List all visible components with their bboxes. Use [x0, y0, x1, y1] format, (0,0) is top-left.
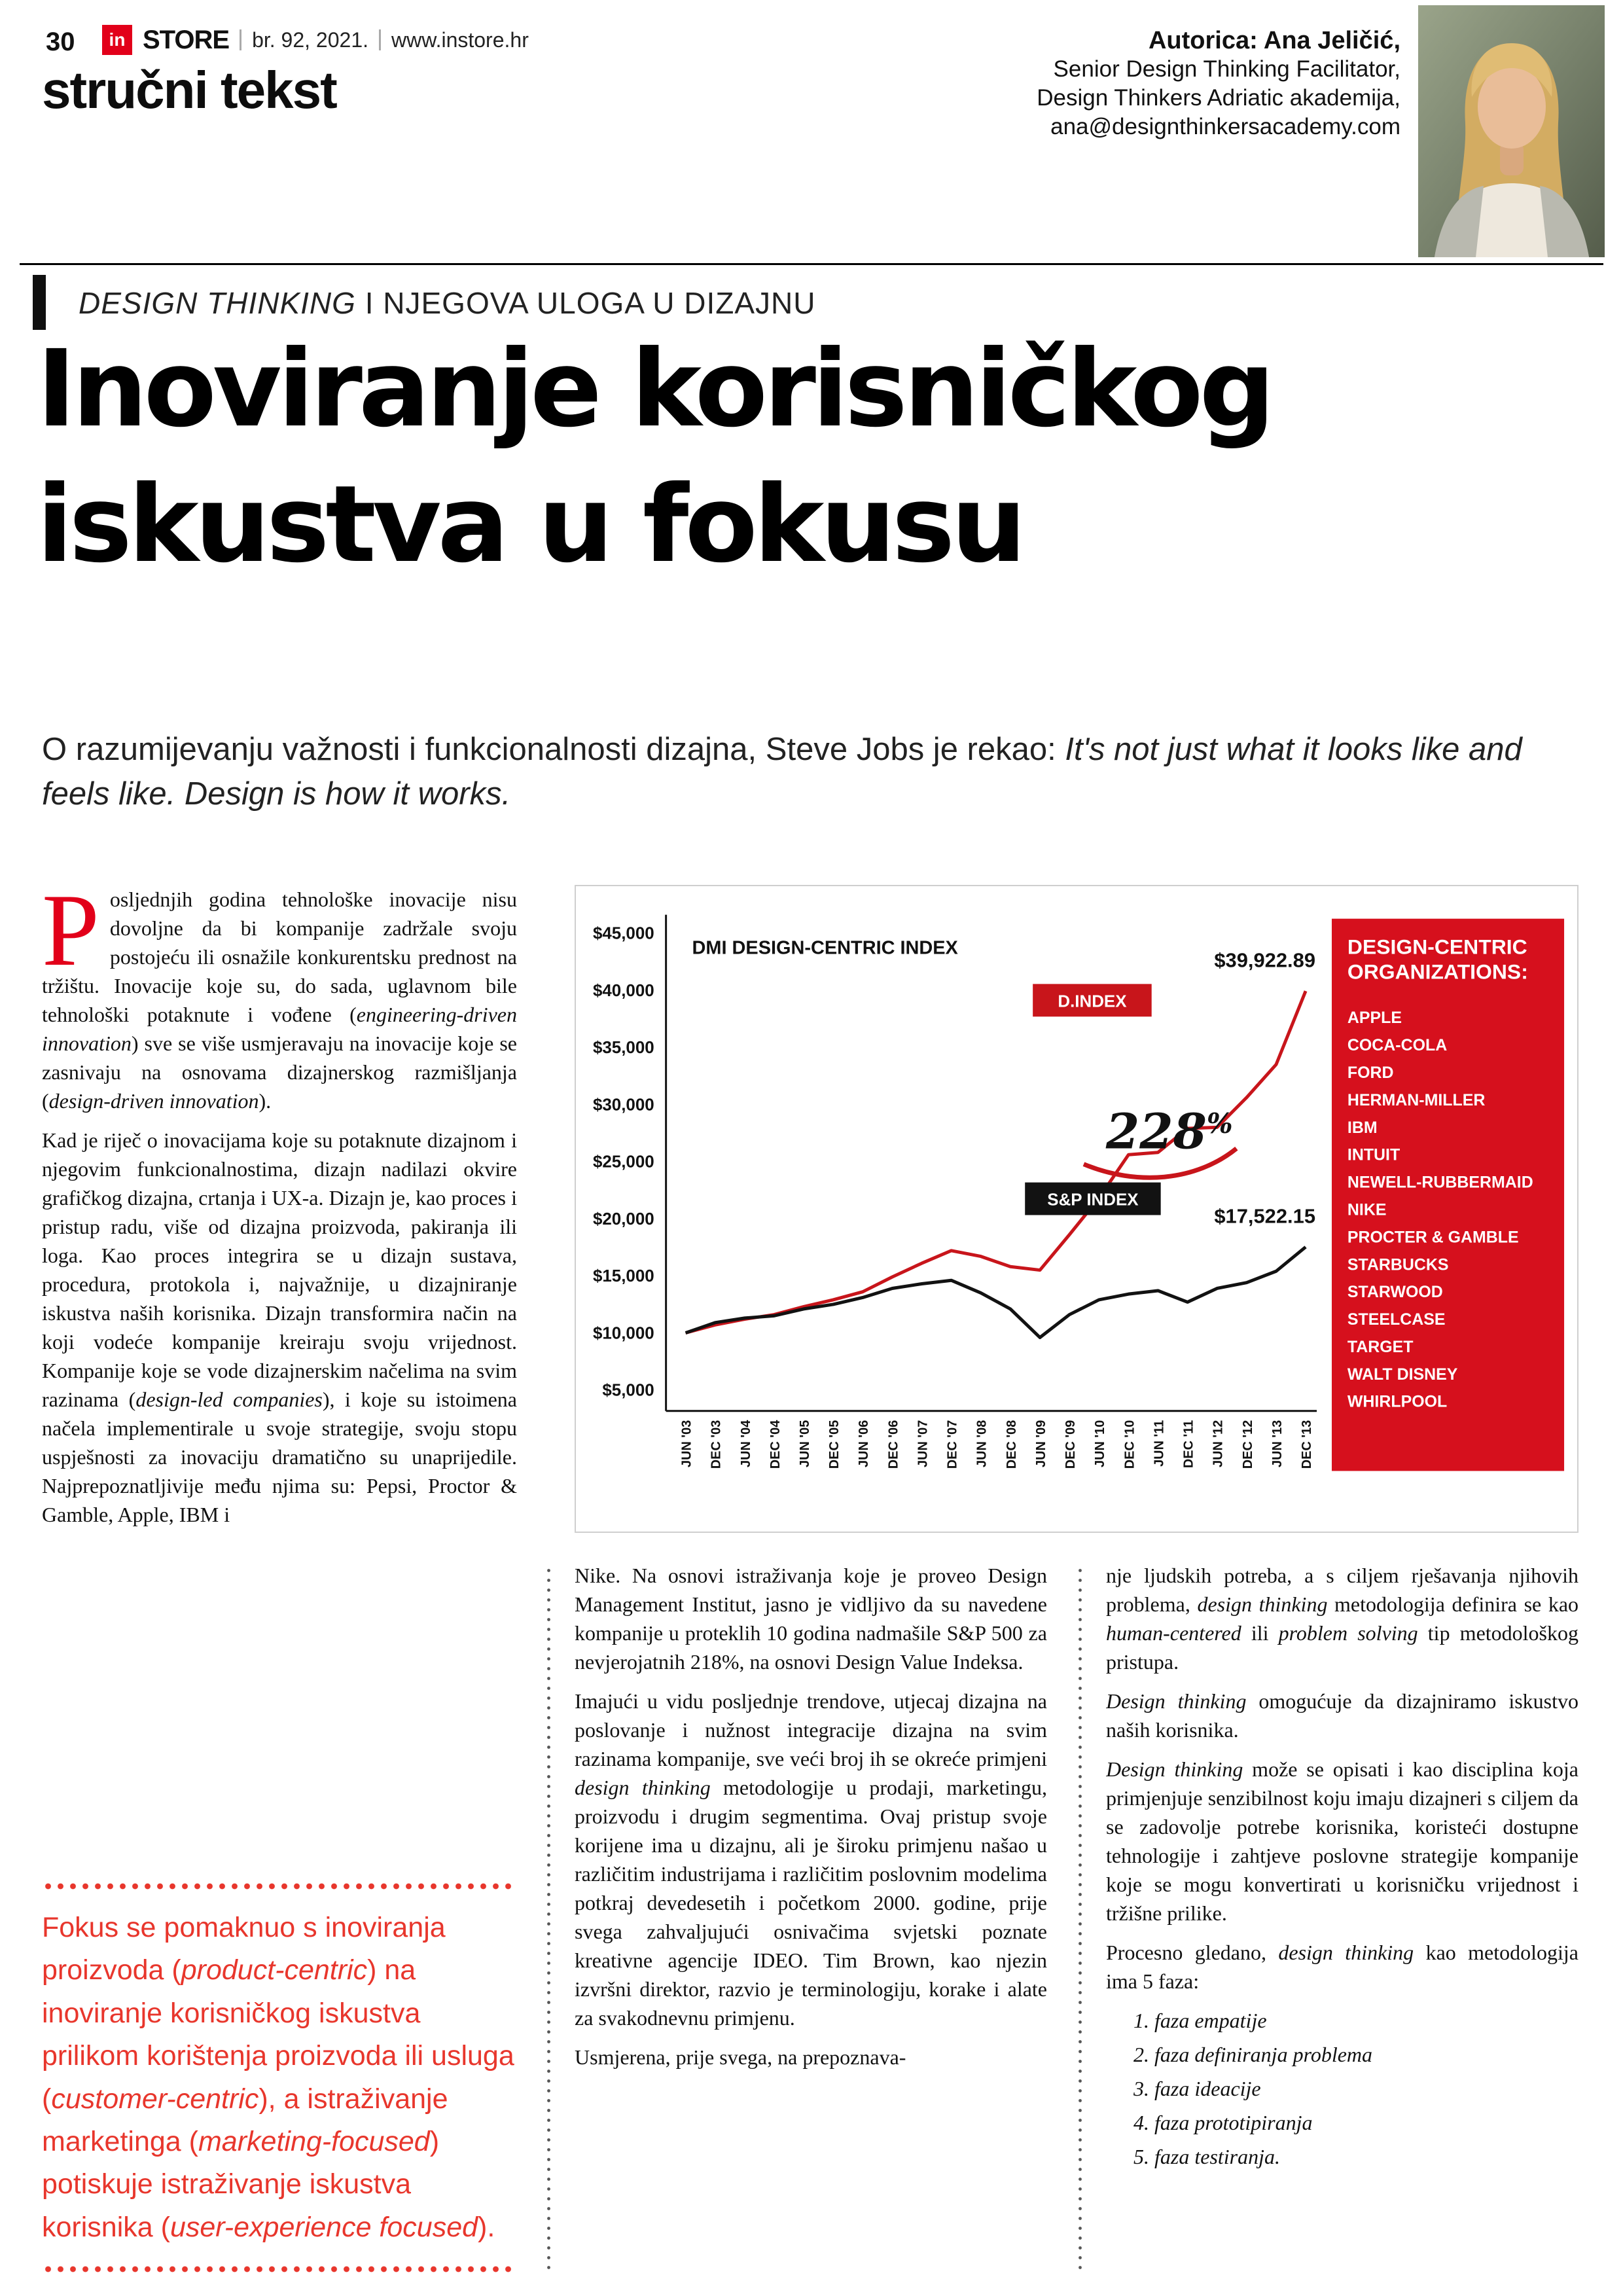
text-segment: design-led companies: [135, 1388, 323, 1411]
org-item: NIKE: [1347, 1200, 1387, 1219]
sp-index-end-value: $17,522.15: [1214, 1204, 1316, 1228]
x-tick-label: DEC '09: [1063, 1420, 1079, 1469]
d-index-label: D.INDEX: [1058, 992, 1127, 1011]
org-panel-title: DESIGN-CENTRIC: [1347, 935, 1527, 959]
magazine-brand: [102, 25, 529, 55]
org-item: FORD: [1347, 1064, 1394, 1083]
x-tick-label: DEC '12: [1240, 1420, 1255, 1469]
body-column-2: [575, 1561, 1047, 2287]
text-segment: design thinking: [1197, 1592, 1328, 1616]
text-segment: design-driven innovation: [48, 1089, 259, 1113]
headline-line-1: Inoviranje korisničkog: [37, 328, 1272, 451]
body-column-3-text: [1106, 1561, 1578, 1996]
x-tick-label: DEC '04: [768, 1420, 783, 1469]
x-tick-label: DEC '05: [827, 1420, 842, 1469]
text-segment: Imajući u vidu posljednje trendove, utjecaj dizajna na poslovanje i nužnost integracije dizajna na svim razinama kompanije, sve veći broj ih se okreće primjeni: [575, 1689, 1047, 1770]
brand-name: STORE: [143, 25, 230, 54]
x-tick-label: JUN '06: [857, 1420, 872, 1468]
x-tick-label: DEC '07: [945, 1420, 960, 1469]
text-segment: Design thinking: [1106, 1757, 1243, 1781]
kicker: [79, 285, 815, 321]
text-segment: customer-centric: [51, 2083, 259, 2115]
text-segment: ), i koje su istoimena načela implementirale u svoje strategije, svoju stopu uspješnosti za inovaciju dramatično su unaprijedile. Najprepoznatljivije među njima su: Pepsi, Proctor & Gamble, Apple, IBM i: [42, 1388, 517, 1526]
chart-canvas: [576, 886, 1577, 1532]
d-index-end-value: $39,922.89: [1214, 948, 1316, 972]
column-separator: [1079, 1566, 1082, 2271]
org-item: WHIRLPOOL: [1347, 1392, 1448, 1411]
author-name: Autorica: Ana Jeličić,: [1148, 27, 1400, 54]
text-segment: nje ljudskih potreba, a s ciljem rješavanja njihovih problema,: [1106, 1564, 1578, 1616]
x-tick-label: JUN '10: [1093, 1420, 1108, 1468]
issue-number: br. 92, 2021.: [252, 27, 368, 52]
org-panel: [1332, 919, 1564, 1471]
author-email[interactable]: ana@designthinkersacademy.com: [1050, 114, 1400, 139]
phase-item: 3. faza ideacije: [1133, 2077, 1261, 2100]
text-segment: It's not just what it looks like and feels like. Design is how it works.: [42, 732, 1522, 812]
text-segment: user-experience focused: [169, 2211, 478, 2243]
org-item: STEELCASE: [1347, 1310, 1446, 1329]
text-segment: engineering-driven innovation: [42, 1003, 517, 1055]
quote-dots-bottom: [42, 2266, 517, 2272]
text-segment: može se opisati i kao disciplina koja primjenjuje senzibilnost koju imaju dizajneri s ciljem da se zadovolje potrebe korisnika, koristeći dostupne tehnologije i zahtjeve poslovne strategije kompanije koje se mogu konvertirati u korisničku vrijednost i tržišne prilike.: [1106, 1757, 1578, 1925]
sp-index-label: S&P INDEX: [1047, 1191, 1139, 1210]
y-tick-label: $10,000: [592, 1324, 654, 1343]
paragraph: [1106, 1687, 1578, 1744]
text-segment: ) sve se više usmjeravaju na inovacije koje se zasnivaju na osnovama dizajnerskog razmišljanja (: [42, 1031, 517, 1113]
headline: [37, 322, 1271, 594]
x-tick-label: JUN '09: [1033, 1420, 1048, 1468]
paragraph: [575, 1561, 1047, 1676]
text-segment: ) potiskuje istraživanje iskustva korisnika (: [42, 2125, 440, 2243]
text-segment: DESIGN THINKING: [79, 286, 356, 320]
paragraph: [1106, 1755, 1578, 1928]
body-column-1: [42, 885, 517, 1847]
x-tick-label: DEC '03: [709, 1420, 724, 1469]
text-segment: Usmjerena, prije svega, na prepoznava-: [575, 2045, 906, 2069]
org-item: COCA-COLA: [1347, 1036, 1448, 1055]
paragraph: [42, 885, 517, 1115]
phase-list: [1133, 2006, 1578, 2171]
y-tick-label: $15,000: [592, 1267, 654, 1286]
x-tick-label: JUN '08: [974, 1420, 990, 1468]
paragraph: [1106, 1938, 1578, 1996]
text-segment: I NJEGOVA ULOGA U DIZAJNU: [355, 286, 816, 320]
org-item: STARBUCKS: [1347, 1255, 1449, 1274]
text-segment: ili: [1241, 1621, 1279, 1645]
text-segment: Kad je riječ o inovacijama koje su potaknute dizajnom i njegovim funkcionalnostima, dizajn nadilazi okvire grafičkog dizajna, crtanja i UX-a. Dizajn je, kao proces i pristup radu, više od dizajna proizvoda, pakiranja ili loga. Kao proces integrira se u dizajn sustava, procedura, protokola i, najvažnije, u dizajniranje iskustva naših korisnika. Dizajn transformira način na koji vodeće kompanije kreiraju svoju vrijednost. Kompanije koje se vode dizajnerskim načelima na svim razinama (: [42, 1128, 517, 1411]
org-item: HERMAN-MILLER: [1347, 1090, 1486, 1109]
y-tick-label: $30,000: [592, 1096, 654, 1115]
paragraph: [42, 1126, 517, 1529]
pull-quote-text: [42, 1907, 517, 2249]
text-segment: human-centered: [1106, 1621, 1241, 1645]
page-number: 30: [46, 27, 75, 56]
phase-item: 4. faza prototipiranja: [1133, 2111, 1313, 2134]
x-tick-label: JUN '13: [1270, 1420, 1285, 1468]
org-item: INTUIT: [1347, 1145, 1400, 1164]
site-url[interactable]: www.instore.hr: [391, 27, 529, 52]
author-role: Senior Design Thinking Facilitator,: [1053, 56, 1400, 82]
text-segment: product-centric: [181, 1954, 368, 1986]
org-item: IBM: [1347, 1118, 1378, 1137]
text-segment: Nike. Na osnovi istraživanja koje je proveo Design Management Institut, jasno je vidljivo da su navedene kompanije u proteklih 10 godina nadmašile S&P 500 za nevjerojatnih 218%, na osnovi Design Value Indeksa.: [575, 1564, 1047, 1674]
x-tick-label: JUN '11: [1152, 1420, 1167, 1467]
author-org: Design Thinkers Adriatic akademija,: [1037, 85, 1400, 111]
text-segment: metodologije u prodaji, marketingu, proizvodu i drugim segmentima. Ovaj pristup svoje korijene ima u dizajnu, ali je široku primjenu našao u različitim industrijama i različitim poslovnim modelima potkraj devedesetih i početkom 2000. godine, prije svega zahvaljujući osnivačima svjetski poznate kreativne agencije IDEO. Tim Brown, kao njezin izvršni direktor, razvio je terminologiju, korake i alate za svakodnevnu primjenu.: [575, 1776, 1047, 2030]
body-column-3: [1106, 1561, 1578, 2287]
section-title: stručni tekst: [42, 61, 336, 119]
org-item: APPLE: [1347, 1009, 1402, 1028]
text-segment: ), a istraživanje marketinga (: [42, 2083, 448, 2157]
org-item: STARWOOD: [1347, 1283, 1443, 1302]
pull-quote: [42, 1883, 517, 2272]
dmi-index-chart: [575, 885, 1578, 1533]
x-tick-label: DEC '10: [1122, 1420, 1137, 1469]
text-segment: Design thinking: [1106, 1689, 1247, 1713]
phase-item: 2. faza definiranja problema: [1133, 2043, 1373, 2066]
y-tick-label: $25,000: [592, 1153, 654, 1172]
x-tick-label: JUN '03: [679, 1420, 694, 1468]
x-tick-label: JUN '12: [1211, 1420, 1226, 1468]
drop-cap: P: [42, 885, 99, 988]
column-separator: [547, 1566, 550, 2271]
text-segment: problem solving: [1278, 1621, 1418, 1645]
text-segment: marketing-focused: [198, 2125, 430, 2157]
instore-logo-icon: in: [102, 25, 132, 55]
text-segment: ) na inoviranje korisničkog iskustva prilikom korištenja proizvoda ili usluga (: [42, 1954, 514, 2115]
text-segment: design thinking: [575, 1776, 711, 1799]
text-segment: Procesno gledano,: [1106, 1941, 1279, 1964]
org-panel-title: ORGANIZATIONS:: [1347, 960, 1528, 984]
text-segment: kao metodologija ima 5 faza:: [1106, 1941, 1578, 1993]
org-item: NEWELL-RUBBERMAID: [1347, 1173, 1533, 1192]
x-tick-label: JUN '05: [798, 1420, 813, 1468]
author-block: [1037, 26, 1400, 141]
quote-dots-top: [42, 1883, 517, 1890]
author-photo-image: [1418, 5, 1605, 257]
paragraph: [1106, 1561, 1578, 1676]
x-tick-label: JUN '04: [738, 1420, 753, 1468]
text-segment: Fokus se pomaknuo s inoviranja proizvoda (: [42, 1912, 446, 1986]
text-segment: omogućuje da dizajniramo iskustvo naših korisnika.: [1106, 1689, 1578, 1742]
chart-title: DMI DESIGN-CENTRIC INDEX: [692, 937, 958, 959]
paragraph: [575, 2043, 1047, 2072]
y-tick-label: $20,000: [592, 1210, 654, 1229]
x-tick-label: DEC '08: [1004, 1420, 1019, 1469]
x-tick-label: JUN '07: [916, 1420, 931, 1468]
y-tick-label: $40,000: [592, 981, 654, 1000]
brand-divider: [379, 29, 381, 50]
text-segment: metodologija definira se kao: [1327, 1592, 1578, 1616]
lead-paragraph: [42, 728, 1554, 816]
pct-annotation: 228%: [1105, 1103, 1233, 1160]
text-segment: osljednjih godina tehnološke inovacije nisu dovoljne da bi kompanije zadržale svoju postojeću ili osnažile konkurentsku prednost na tržištu. Inovacije koje su, do sada, uglavnom bile tehnološki potaknute i vođene (: [42, 888, 517, 1026]
brand-divider: [240, 29, 241, 50]
y-tick-label: $35,000: [592, 1039, 654, 1058]
org-item: WALT DISNEY: [1347, 1365, 1458, 1384]
author-photo: [1418, 5, 1605, 257]
text-segment: ).: [259, 1089, 272, 1113]
x-tick-label: DEC '13: [1300, 1420, 1315, 1469]
text-segment: tip metodološkog pristupa.: [1106, 1621, 1578, 1674]
org-item: PROCTER & GAMBLE: [1347, 1228, 1519, 1247]
text-segment: design thinking: [1278, 1941, 1414, 1964]
x-tick-label: DEC '06: [886, 1420, 901, 1469]
x-tick-label: DEC '11: [1181, 1420, 1196, 1469]
headline-line-2: iskustva u fokusu: [37, 463, 1023, 587]
text-segment: O razumijevanju važnosti i funkcionalnosti dizajna, Steve Jobs je rekao:: [42, 732, 1065, 767]
y-tick-label: $45,000: [592, 924, 654, 943]
org-item: TARGET: [1347, 1337, 1414, 1356]
y-tick-label: $5,000: [602, 1381, 654, 1400]
paragraph: [575, 1687, 1047, 2032]
phase-item: 1. faza empatije: [1133, 2009, 1267, 2032]
phase-item: 5. faza testiranja.: [1133, 2145, 1281, 2168]
text-segment: ).: [478, 2211, 495, 2243]
header-rule: [20, 263, 1603, 265]
